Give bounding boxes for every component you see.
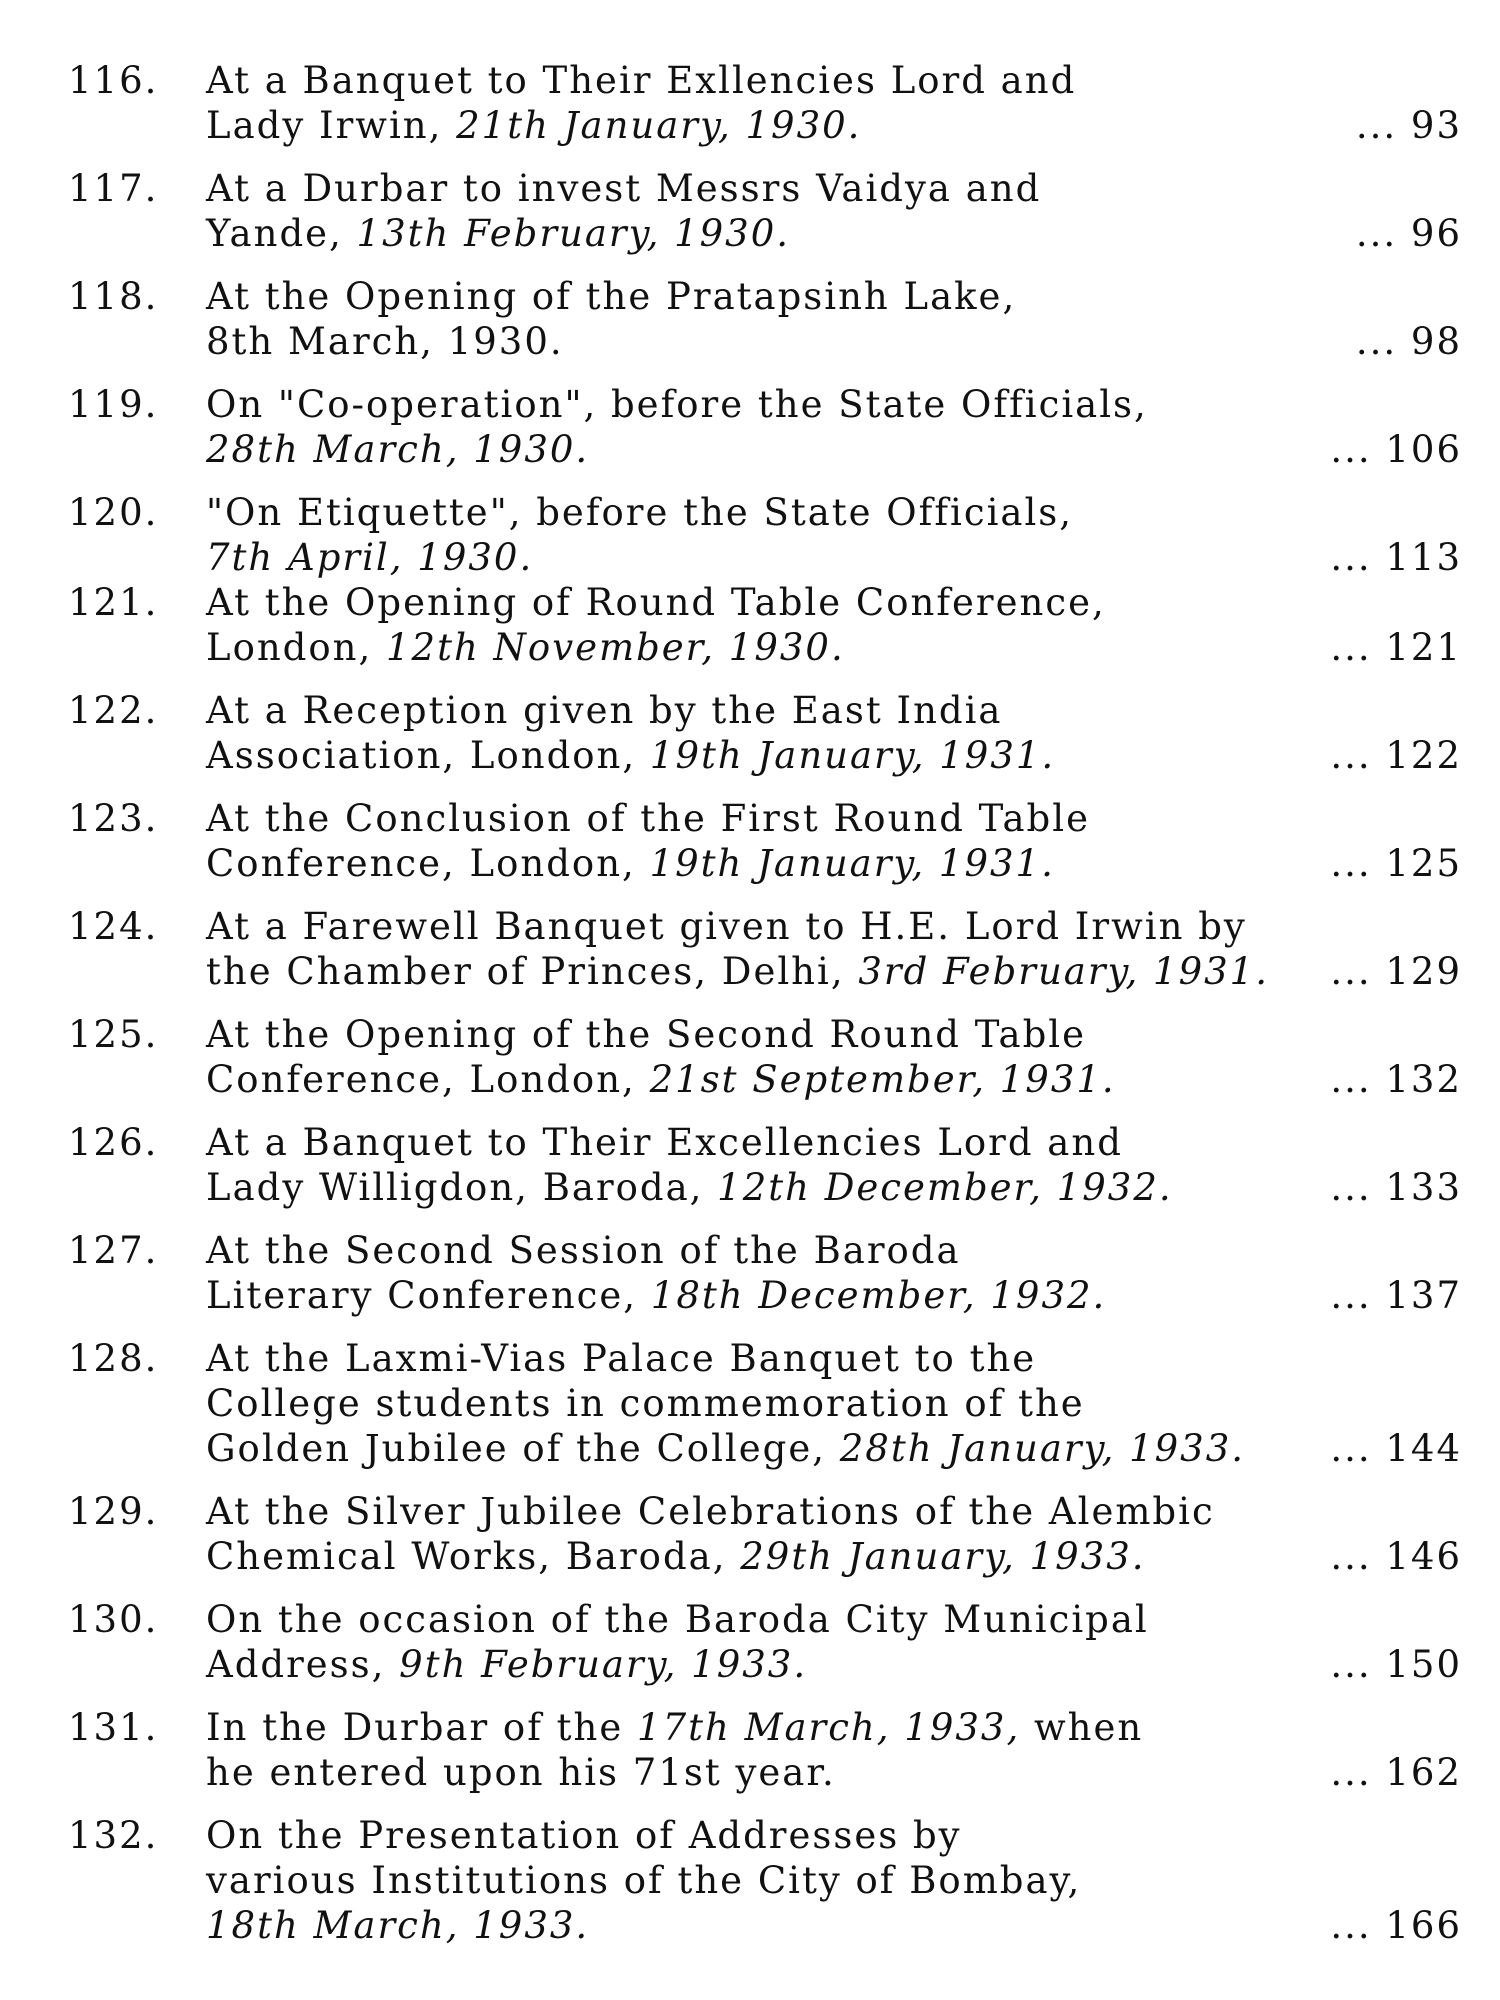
entry-number: 116. — [68, 59, 159, 102]
entry-line: College students in commemoration of the — [206, 1382, 1085, 1425]
entry-date: 28th January, 1933. — [839, 1427, 1246, 1470]
entry-text: London, — [206, 626, 386, 669]
entry-text: Golden Jubilee of the College, — [206, 1427, 840, 1470]
entry-number: 132. — [68, 1814, 159, 1857]
page-number: ... 150 — [1330, 1643, 1462, 1686]
entry-number: 126. — [68, 1121, 159, 1164]
entry-date: 17th March, 1933, — [637, 1706, 1021, 1749]
entry-date: 19th January, 1931. — [649, 734, 1056, 777]
entry-line — [206, 1426, 1306, 1471]
entry-date: 3rd February, 1931. — [858, 950, 1269, 993]
page-number: ... 132 — [1330, 1058, 1462, 1101]
entry-line: At a Durbar to invest Messrs Vaidya and — [206, 167, 1042, 210]
entry-text: Lady Irwin, — [206, 104, 457, 147]
entry-title — [206, 904, 1306, 994]
entry-line — [206, 625, 1306, 670]
entry-title — [206, 1489, 1306, 1579]
entry-text: Conference, London, — [206, 842, 650, 885]
page-number: ... 106 — [1330, 428, 1462, 471]
entry-line — [206, 733, 1306, 778]
entry-line: "On Etiquette", before the State Officials, — [206, 491, 1074, 534]
entry-number: 131. — [68, 1706, 159, 1749]
entry-title — [206, 58, 1306, 148]
entry-number: 121. — [68, 581, 159, 624]
page-number: ... 146 — [1330, 1535, 1462, 1578]
entry-line — [206, 319, 1306, 364]
entry-title — [206, 1597, 1306, 1687]
entry-text: he entered upon his 71st year. — [206, 1751, 836, 1794]
page-number: ... 166 — [1330, 1904, 1462, 1947]
entry-text: Address, — [206, 1643, 400, 1686]
entry-title — [206, 1012, 1306, 1102]
entry-text: Chemical Works, Baroda, — [206, 1535, 741, 1578]
entry-line: various Institutions of the City of Bombay, — [206, 1859, 1082, 1902]
entry-number: 125. — [68, 1013, 159, 1056]
entry-line: On "Co-operation", before the State Officials, — [206, 383, 1148, 426]
page-number: ... 133 — [1330, 1166, 1462, 1209]
page-number: ... 144 — [1330, 1427, 1462, 1470]
entry-text: Lady Willigdon, Baroda, — [206, 1166, 718, 1209]
entry-line — [206, 1165, 1306, 1210]
entry-number: 117. — [68, 167, 159, 210]
entry-title — [206, 166, 1306, 256]
entry-date: 18th December, 1932. — [650, 1274, 1107, 1317]
entry-title — [206, 1705, 1306, 1795]
entry-date: 28th March, 1930. — [206, 428, 590, 471]
entry-date: 13th February, 1930. — [356, 212, 791, 255]
entry-date: 21th January, 1930. — [456, 104, 862, 147]
entry-line — [206, 1750, 1306, 1795]
entry-line — [206, 427, 1306, 472]
entry-text: Association, London, — [206, 734, 650, 777]
page-number: ... 93 — [1355, 104, 1462, 147]
entry-line: At a Banquet to Their Excellencies Lord and — [206, 1121, 1123, 1164]
entry-line — [206, 1534, 1306, 1579]
entry-number: 119. — [68, 383, 159, 426]
entry-date: 12th November, 1930. — [386, 626, 845, 669]
entry-date: 12th December, 1932. — [717, 1166, 1173, 1209]
entry-number: 122. — [68, 689, 159, 732]
entry-line — [206, 103, 1306, 148]
entry-line: At the Opening of Round Table Conference, — [206, 581, 1106, 624]
entry-date: 19th January, 1931. — [649, 842, 1055, 885]
entry-text: 8th March, 1930. — [206, 320, 564, 363]
entry-line — [206, 211, 1306, 256]
entry-number: 118. — [68, 275, 159, 318]
entry-number: 128. — [68, 1337, 159, 1380]
entry-line — [206, 1057, 1306, 1102]
entry-title — [206, 580, 1306, 670]
entry-line: At the Laxmi-Vias Palace Banquet to the — [206, 1337, 1037, 1380]
entry-line — [206, 1273, 1306, 1318]
entry-line — [206, 841, 1306, 886]
page-number: ... 125 — [1330, 842, 1462, 885]
entry-line: At the Silver Jubilee Celebrations of the Alembic — [206, 1490, 1215, 1533]
entry-number: 123. — [68, 797, 159, 840]
entry-text: Conference, London, — [206, 1058, 650, 1101]
entry-line — [206, 1642, 1306, 1687]
entry-title — [206, 490, 1306, 580]
page-number: ... 122 — [1330, 734, 1462, 777]
entry-date: 7th April, 1930. — [206, 536, 534, 579]
entry-title — [206, 796, 1306, 886]
entry-title — [206, 382, 1306, 472]
page-number: ... 121 — [1330, 626, 1462, 669]
entry-text: Literary Conference, — [206, 1274, 651, 1317]
entry-text: In the Durbar of the — [206, 1706, 638, 1749]
page-number: ... 96 — [1355, 212, 1462, 255]
entry-line: At a Reception given by the East India — [206, 689, 1003, 732]
entry-number: 120. — [68, 491, 159, 534]
entry-line: At a Farewell Banquet given to H.E. Lord Irwin by — [206, 905, 1247, 948]
entry-title — [206, 1813, 1306, 1948]
entry-line: At the Second Session of the Baroda — [206, 1229, 961, 1272]
entry-line — [206, 1903, 1306, 1948]
entry-title — [206, 688, 1306, 778]
entry-date: 21st September, 1931. — [649, 1058, 1116, 1101]
page-number: ... 129 — [1330, 950, 1462, 993]
entry-title — [206, 1120, 1306, 1210]
entry-date: 9th February, 1933. — [399, 1643, 808, 1686]
entry-number: 127. — [68, 1229, 159, 1272]
entry-line — [206, 1705, 1306, 1750]
entry-number: 129. — [68, 1490, 159, 1533]
entry-text: Yande, — [206, 212, 357, 255]
entry-date: 18th March, 1933. — [206, 1904, 590, 1947]
page-number: ... 113 — [1330, 536, 1462, 579]
entry-line — [206, 949, 1306, 994]
entry-line: At a Banquet to Their Exllencies Lord and — [206, 59, 1077, 102]
entry-date: 29th January, 1933. — [740, 1535, 1146, 1578]
page-number: ... 162 — [1330, 1751, 1462, 1794]
entry-line: At the Opening of the Second Round Table — [206, 1013, 1087, 1056]
page-number: ... 98 — [1355, 320, 1462, 363]
entry-number: 130. — [68, 1598, 159, 1641]
entry-line: On the Presentation of Addresses by — [206, 1814, 962, 1857]
entry-line: At the Conclusion of the First Round Table — [206, 797, 1090, 840]
entry-line: On the occasion of the Baroda City Municipal — [206, 1598, 1149, 1641]
entry-title — [206, 274, 1306, 364]
entry-text: the Chamber of Princes, Delhi, — [206, 950, 859, 993]
entry-title — [206, 1336, 1306, 1471]
page-number: ... 137 — [1330, 1274, 1462, 1317]
entry-line — [206, 535, 1306, 580]
entry-line: At the Opening of the Pratapsinh Lake, — [206, 275, 1017, 318]
entry-title — [206, 1228, 1306, 1318]
entry-text: when — [1020, 1706, 1144, 1749]
entry-number: 124. — [68, 905, 159, 948]
